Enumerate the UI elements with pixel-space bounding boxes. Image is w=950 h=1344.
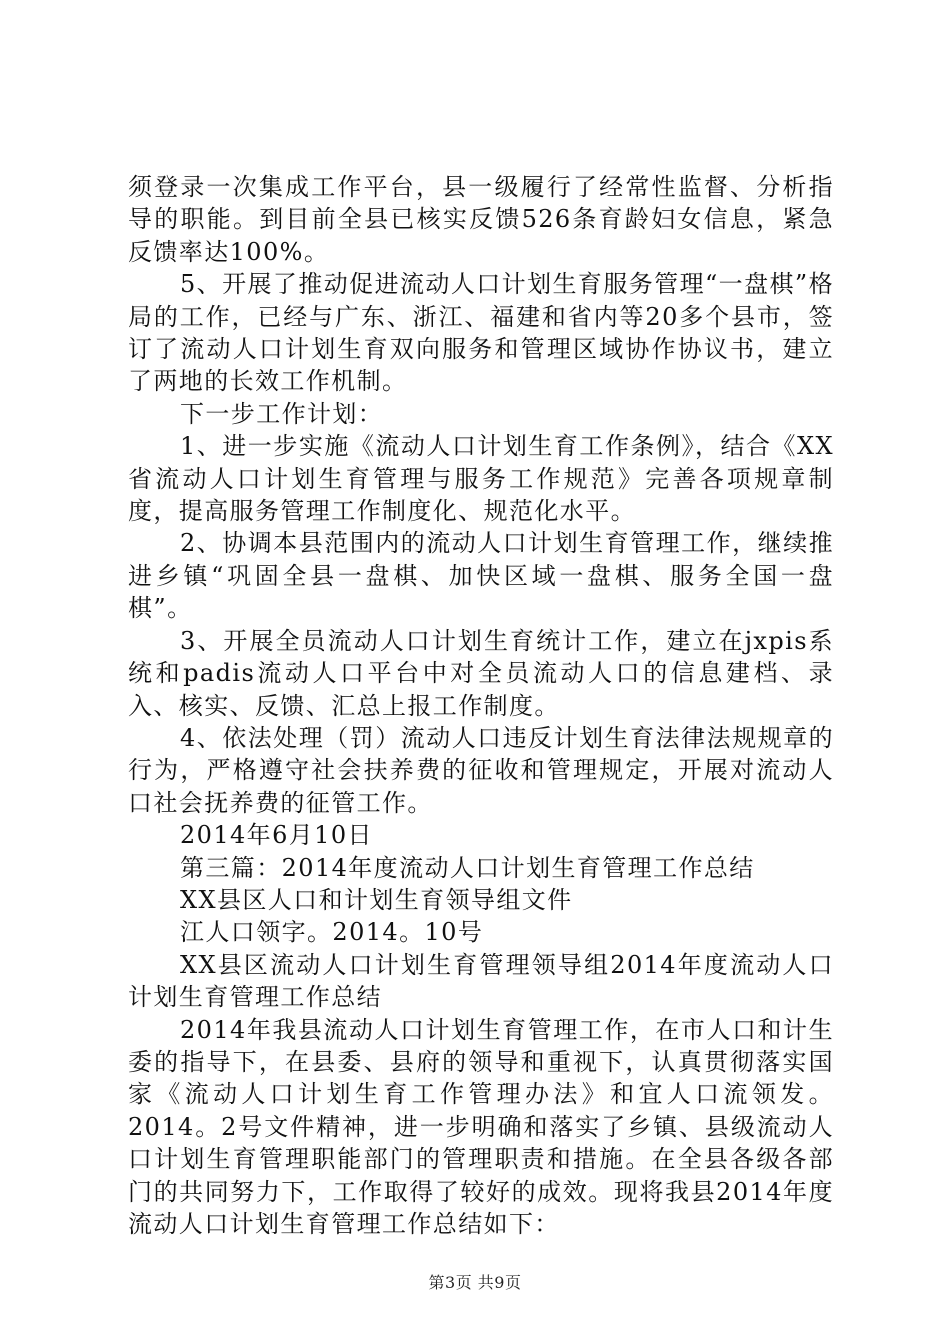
paragraph-summary-body: 2014年我县流动人口计划生育管理工作，在市人口和计生委的指导下，在县委、县府的领导和重视下，认真贯彻落实国家《流动人口计划生育工作管理办法》和宜人口流领发。2014。2号文件精神，进一步明确和落实了乡镇、县级流动人口计划生育管理职能部门的管理职责和措施。在全县各级各部门的共同努力下，工作取得了较好的成效。现将我县2014年度流动人口计划生育管理工作总结如下：: [128, 1015, 834, 1238]
document-body: [128, 171, 834, 1240]
paragraph-plan-1: 1、进一步实施《流动人口计划生育工作条例》，结合《XX省流动人口计划生育管理与服务工作规范》完善各项规章制度，提高服务管理工作制度化、规范化水平。: [128, 432, 834, 526]
paragraph-document-header: XX县区人口和计划生育领导组文件: [180, 885, 573, 914]
paragraph-continuation: 须登录一次集成工作平台，县一级履行了经常性监督、分析指导的职能。到目前全县已核实反馈526条育龄妇女信息，紧急反馈率达100%。: [128, 173, 834, 266]
paragraph-plan-4: 4、依法处理（罚）流动人口违反计划生育法律法规规章的行为，严格遵守社会扶养费的征收和管理规定，开展对流动人口社会抚养费的征管工作。: [128, 723, 834, 817]
paragraph-summary-title: XX县区流动人口计划生育管理领导组2014年度流动人口计划生育管理工作总结: [128, 950, 834, 1012]
paragraph-document-number: 江人口领字。2014。10号: [180, 918, 484, 947]
paragraph-date: 2014年6月10日: [180, 821, 373, 850]
paragraph-plan-2: 2、协调本县范围内的流动人口计划生育管理工作，继续推进乡镇“巩固全县一盘棋、加快区域一盘棋、服务全国一盘棋”。: [128, 529, 834, 623]
page-footer: 第3页 共9页: [428, 1273, 522, 1292]
paragraph-section-title: 第三篇：2014年度流动人口计划生育管理工作总结: [180, 853, 755, 882]
paragraph-next-plan-heading: 下一步工作计划：: [180, 399, 384, 428]
paragraph-item-5: 5、开展了推动促进流动人口计划生育服务管理“一盘棋”格局的工作，已经与广东、浙江、福建和省内等20多个县市，签订了流动人口计划生育双向服务和管理区域协作协议书，建立了两地的长效工作机制。: [128, 270, 834, 396]
paragraph-plan-3: 3、开展全员流动人口计划生育统计工作，建立在jxpis系统和padis流动人口平台中对全员流动人口的信息建档、录入、核实、反馈、汇总上报工作制度。: [128, 626, 834, 720]
